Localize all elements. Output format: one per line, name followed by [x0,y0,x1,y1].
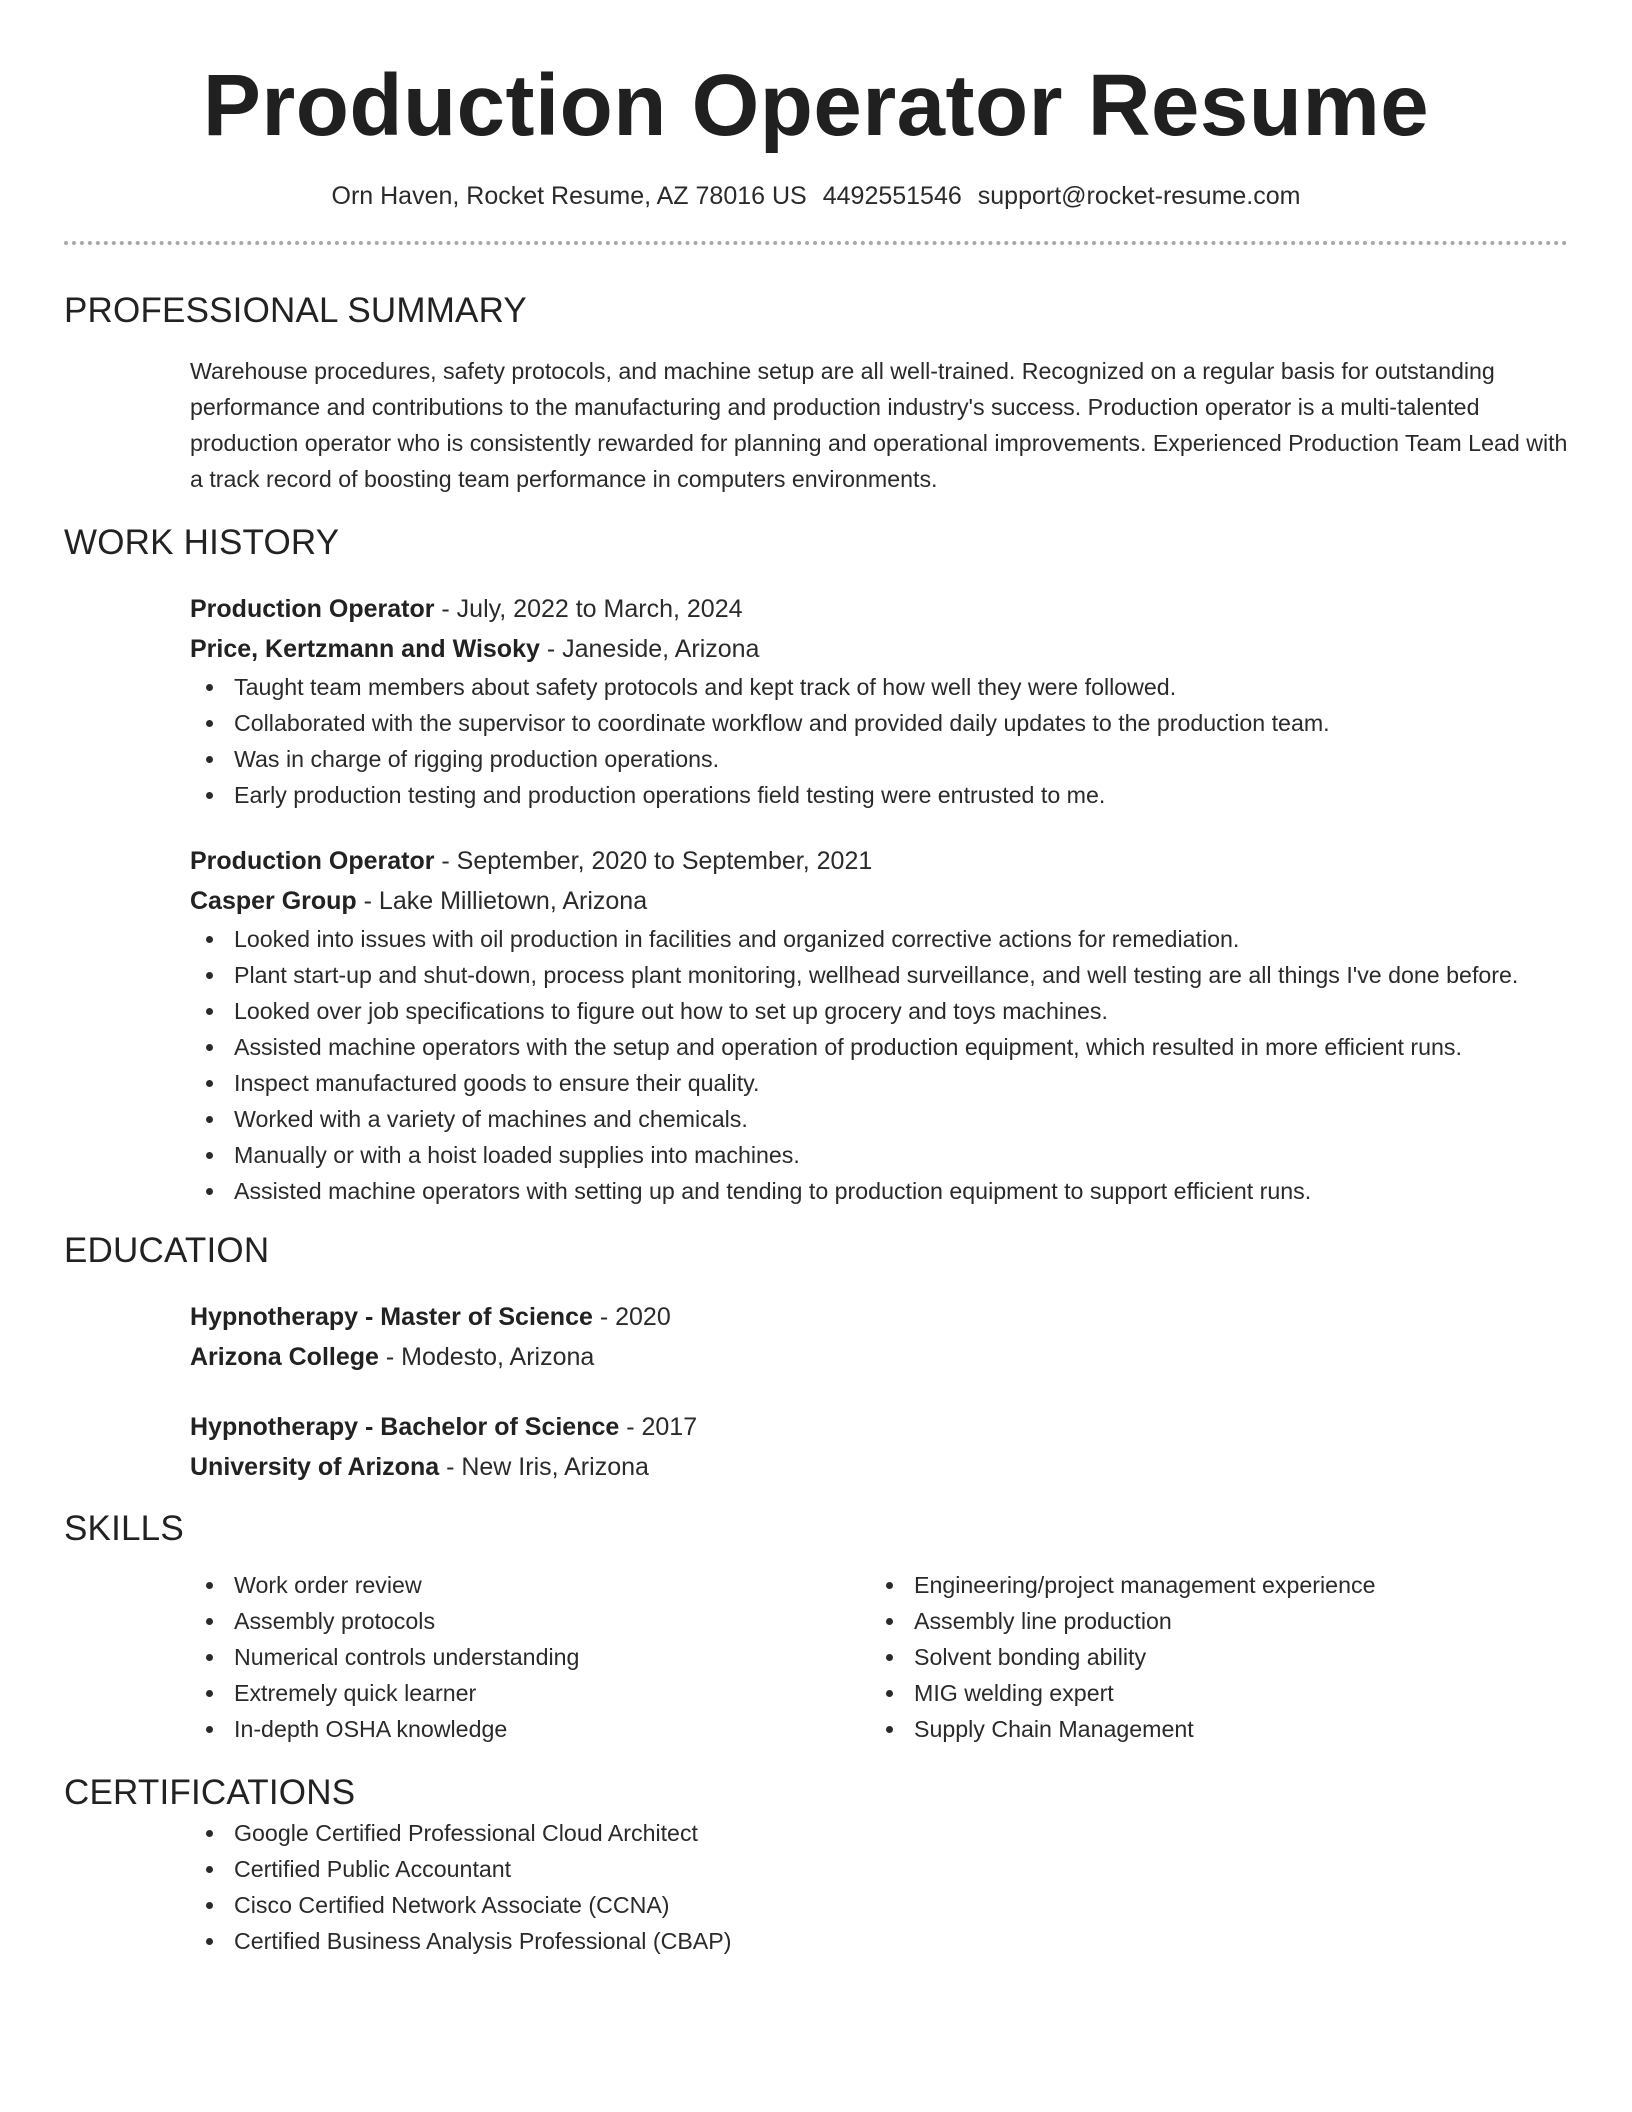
skills-grid [190,1567,1568,1747]
school: University of Arizona [190,1453,440,1481]
job-company-line [190,629,1568,669]
work-history-heading: WORK HISTORY [64,523,340,562]
job-bullet: Looked over job specifications to figure out how to set up grocery and toys machines. [190,993,1568,1029]
skill-item: MIG welding expert [870,1675,1550,1711]
job-location: - Janeside, Arizona [539,635,760,663]
education-section [190,1297,1568,1487]
certifications-section [190,1815,1568,1959]
certification-item: Cisco Certified Network Associate (CCNA) [190,1887,1568,1923]
skill-item: Supply Chain Management [870,1711,1550,1747]
certification-item: Certified Business Analysis Professional (CBAP) [190,1923,1568,1959]
degree-year: - 2017 [619,1413,698,1441]
skills-left-column [190,1567,870,1747]
job-title: Production Operator [190,595,435,623]
school-location: - New Iris, Arizona [439,1453,649,1481]
header-divider [64,241,1568,245]
degree-year: - 2020 [592,1303,671,1331]
job-bullets [190,669,1568,813]
job-dates: - July, 2022 to March, 2024 [434,595,743,623]
skill-item: Solvent bonding ability [870,1639,1550,1675]
skill-item: Assembly line production [870,1603,1550,1639]
job-company: Casper Group [190,887,357,915]
summary-text: Warehouse procedures, safety protocols, and machine setup are all well-trained. Recognized on a regular basis for outstanding performance and contributions to the manufacturing and production industry's success. Production operator is a multi-talented production operator who is consistently rewarded for planning and operational improvements. Experienced Production Team Lead with a track record of boosting team performance in computers environments. [190,358,1568,492]
skill-item: In-depth OSHA knowledge [190,1711,870,1747]
job-bullet: Taught team members about safety protocols and kept track of how well they were followed. [190,669,1568,705]
contact-email: support@rocket-resume.com [977,182,1301,210]
job-bullet: Assisted machine operators with setting up and tending to production equipment to support efficient runs. [190,1173,1568,1209]
job-bullet: Assisted machine operators with the setup and operation of production equipment, which resulted in more efficient runs. [190,1029,1568,1065]
job-title-line [190,841,1568,881]
job-location: - Lake Millietown, Arizona [356,887,648,915]
contact-phone: 4492551546 [822,182,962,210]
job-dates: - September, 2020 to September, 2021 [434,847,873,875]
summary-heading: PROFESSIONAL SUMMARY [64,291,527,330]
job-bullets [190,921,1568,1209]
skill-item: Extremely quick learner [190,1675,870,1711]
certifications-list [190,1815,1568,1959]
page-title: Production Operator Resume [202,57,1430,154]
skills-heading: SKILLS [64,1509,184,1548]
job-bullet: Was in charge of rigging production operations. [190,741,1568,777]
degree: Hypnotherapy - Bachelor of Science [190,1413,620,1441]
job-bullet: Plant start-up and shut-down, process plant monitoring, wellhead surveillance, and well testing are all things I've done before. [190,957,1568,993]
school: Arizona College [190,1343,379,1371]
school-location: - Modesto, Arizona [378,1343,595,1371]
job-title-line [190,589,1568,629]
degree-line [190,1407,1568,1447]
job-bullet: Looked into issues with oil production in facilities and organized corrective actions for remediation. [190,921,1568,957]
education-heading: EDUCATION [64,1231,270,1270]
skill-item: Assembly protocols [190,1603,870,1639]
job-bullet: Inspect manufactured goods to ensure their quality. [190,1065,1568,1101]
job-bullet: Collaborated with the supervisor to coordinate workflow and provided daily updates to the production team. [190,705,1568,741]
certifications-heading: CERTIFICATIONS [64,1773,356,1812]
degree-line [190,1297,1568,1337]
contact-line [64,180,1568,212]
job-company: Price, Kertzmann and Wisoky [190,635,540,663]
contact-address: Orn Haven, Rocket Resume, AZ 78016 US [331,182,807,210]
resume-page [64,0,1568,1959]
job-bullet: Early production testing and production operations field testing were entrusted to me. [190,777,1568,813]
job-title: Production Operator [190,847,435,875]
job-bullet: Manually or with a hoist loaded supplies into machines. [190,1137,1568,1173]
school-line [190,1447,1568,1487]
job-company-line [190,881,1568,921]
skill-item: Work order review [190,1567,870,1603]
degree: Hypnotherapy - Master of Science [190,1303,593,1331]
skill-item: Numerical controls understanding [190,1639,870,1675]
work-history-section [190,589,1568,1209]
job-bullet: Worked with a variety of machines and chemicals. [190,1101,1568,1137]
certification-item: Certified Public Accountant [190,1851,1568,1887]
school-line [190,1337,1568,1377]
skill-item: Engineering/project management experience [870,1567,1550,1603]
skills-right-column [870,1567,1550,1747]
certification-item: Google Certified Professional Cloud Architect [190,1815,1568,1851]
